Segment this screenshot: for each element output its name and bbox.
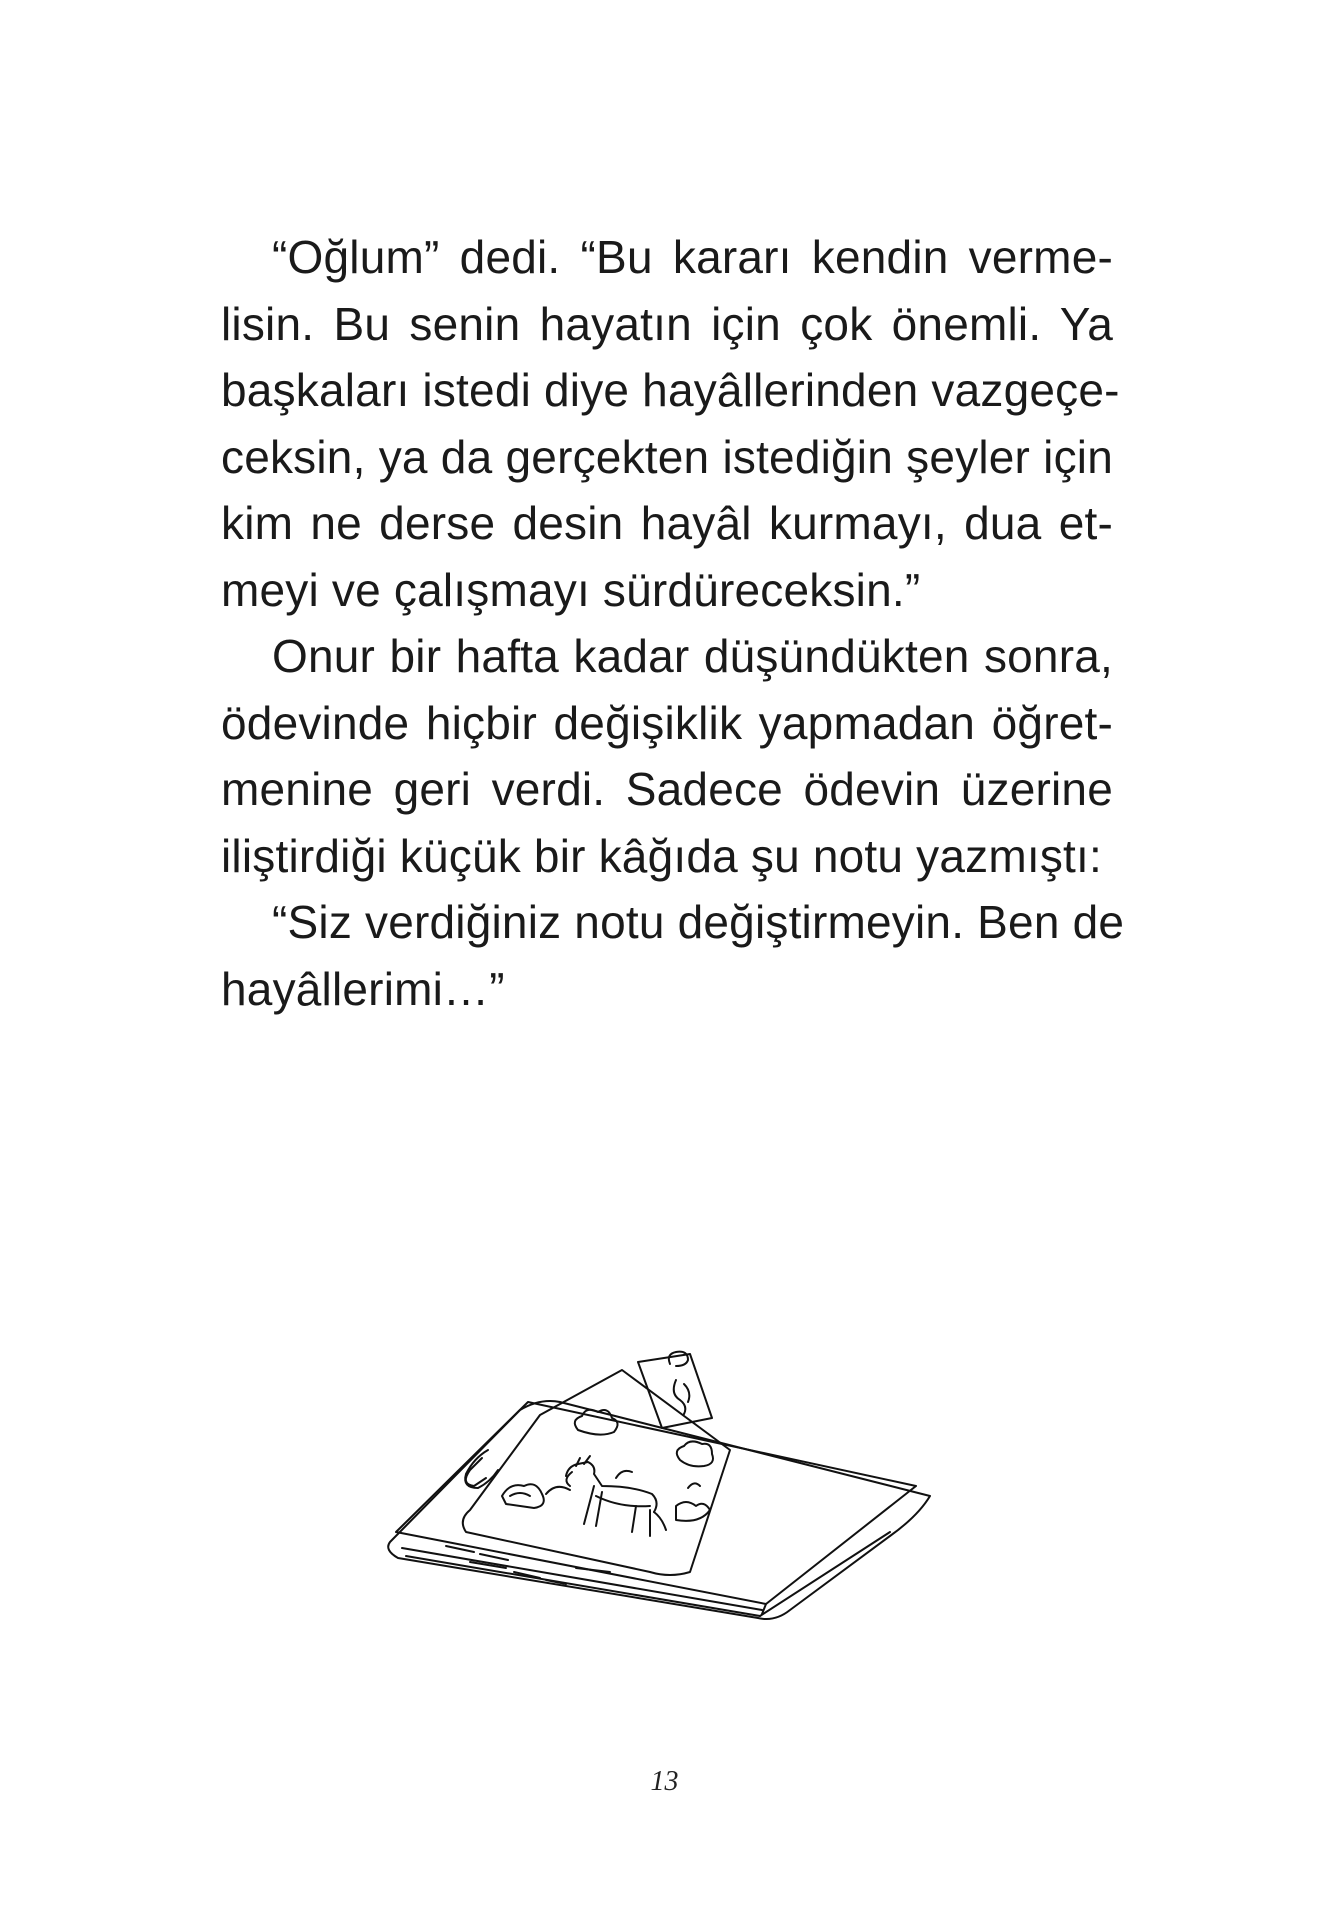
page-number: 13 <box>650 1766 679 1797</box>
paragraph-1-line-5: kim ne derse desin hayâl kurmayı, dua et- <box>221 497 1113 549</box>
paragraph-1-line-4: ceksin, ya da gerçekten istediğin şeyler için <box>221 430 1113 483</box>
paragraph-2-line-4: iliştirdiği küçük bir kâğıda şu notu yazmıştı: <box>221 829 1102 882</box>
paragraph-2-line-2: ödevinde hiçbir değişiklik yapmadan öğret- <box>221 696 1113 749</box>
paragraph-1-line-3: başkaları istedi diye hayâllerinden vazgeçe- <box>221 364 1120 416</box>
paragraph-3-line-1: “Siz verdiğiniz notu değiştirmeyin. Ben de <box>272 896 1125 948</box>
paragraph-3-line-2: hayâllerimi…” <box>221 962 505 1015</box>
paragraph-1-line-1: “Oğlum” dedi. “Bu kararı kendin verme- <box>272 231 1113 283</box>
paragraph-1-line-2: lisin. Bu senin hayatın için çok önemli. Ya <box>221 297 1113 350</box>
paragraph-2-line-1: Onur bir hafta kadar düşündükten sonra, <box>272 630 1113 682</box>
paragraph-1-line-6: meyi ve çalışmayı sürdüreceksin.” <box>221 563 921 616</box>
paragraph-2-line-3: menine geri verdi. Sadece ödevin üzerine <box>221 763 1113 815</box>
body-text <box>221 224 1125 1022</box>
notebook-drawing-illustration <box>370 1310 970 1640</box>
